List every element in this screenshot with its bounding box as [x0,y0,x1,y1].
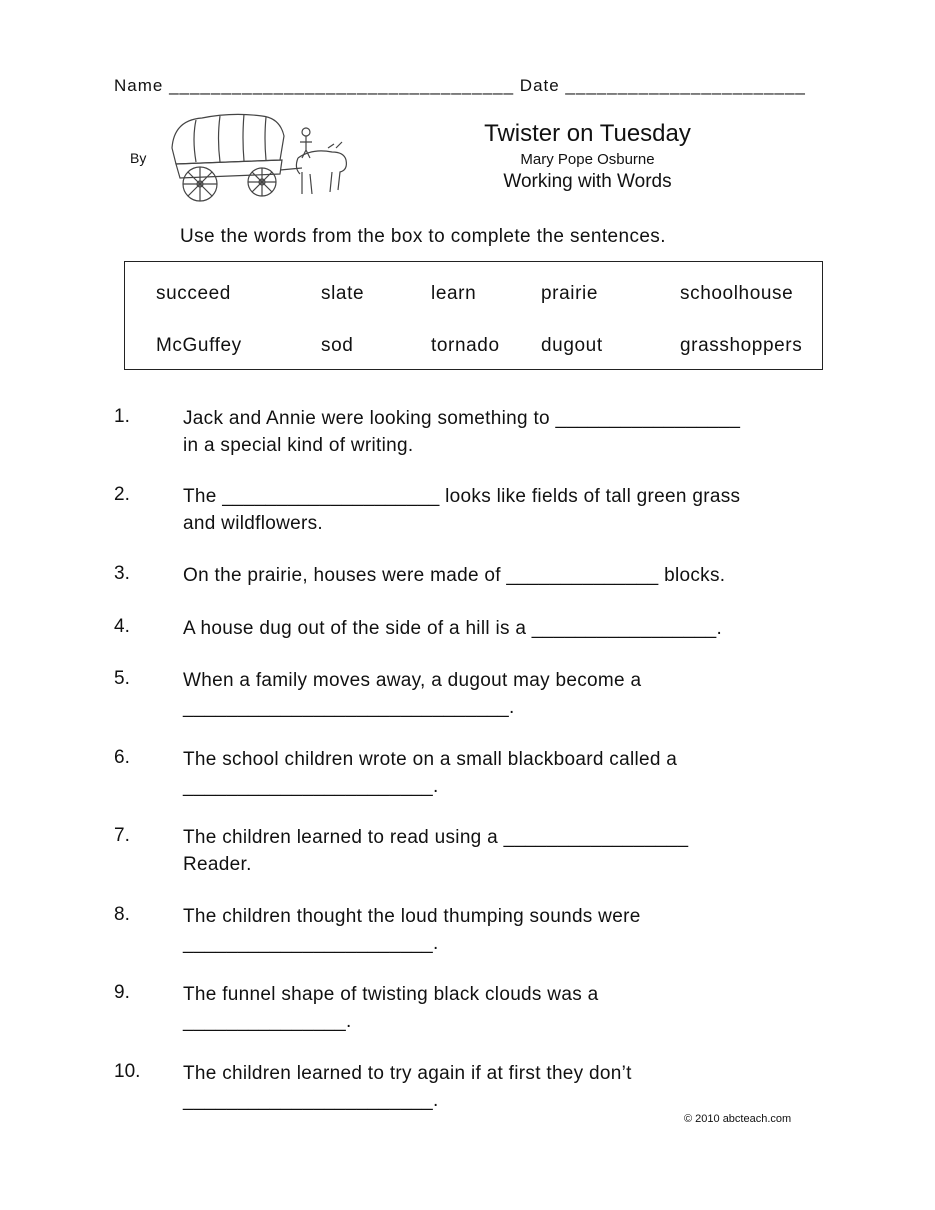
word-bank-word: grasshoppers [680,335,803,356]
question-number: 6. [114,747,130,768]
question-number: 9. [114,982,130,1003]
question-text[interactable]: The children learned to try again if at first they don’t _______________________. [183,1063,632,1111]
question-text[interactable]: The school children wrote on a small blackboard called a _______________________. [183,749,678,797]
instructions: Use the words from the box to complete the sentences. [180,226,666,247]
question-text[interactable]: The children learned to read using a _________________ Reader. [183,827,689,875]
question-number: 7. [114,825,130,846]
question-text[interactable]: When a family moves away, a dugout may become a ______________________________. [183,670,642,718]
word-bank-word: prairie [541,283,598,304]
word-bank-word: tornado [431,335,500,356]
word-bank-word: dugout [541,335,603,356]
book-author: Mary Pope Osburne [520,151,655,168]
question-text[interactable]: A house dug out of the side of a hill is a _________________. [183,618,723,639]
word-bank-word: McGuffey [156,335,242,356]
question-text[interactable]: Jack and Annie were looking something to _________________ in a special kind of writing. [183,408,741,456]
word-bank-word: schoolhouse [680,283,794,304]
word-bank-word: sod [321,335,354,356]
question-number: 3. [114,563,130,584]
question-text[interactable]: The children thought the loud thumping sounds were _______________________. [183,906,641,954]
question-number: 8. [114,904,130,925]
word-bank-word: learn [431,283,477,304]
copyright-notice: © 2010 abcteach.com [684,1113,792,1125]
book-title: Twister on Tuesday [484,120,691,147]
word-bank-word: succeed [156,283,231,304]
word-bank-word: slate [321,283,365,304]
worksheet-subtitle: Working with Words [503,171,672,192]
question-text[interactable]: The funnel shape of twisting black clouds was a _______________. [183,984,599,1032]
name-date-line[interactable]: Name _________________________________ Date _______________________ [114,76,806,95]
by-label: By [130,150,147,166]
question-number: 5. [114,668,130,689]
question-text[interactable]: The ____________________ looks like fields of tall green grass and wildflowers. [183,486,741,534]
covered-wagon-with-oxen-icon [162,108,352,210]
question-number: 10. [114,1061,141,1082]
question-number: 1. [114,406,130,427]
word-bank-box [124,261,823,370]
question-number: 4. [114,616,130,637]
question-text[interactable]: On the prairie, houses were made of ______________ blocks. [183,565,726,586]
question-number: 2. [114,484,130,505]
